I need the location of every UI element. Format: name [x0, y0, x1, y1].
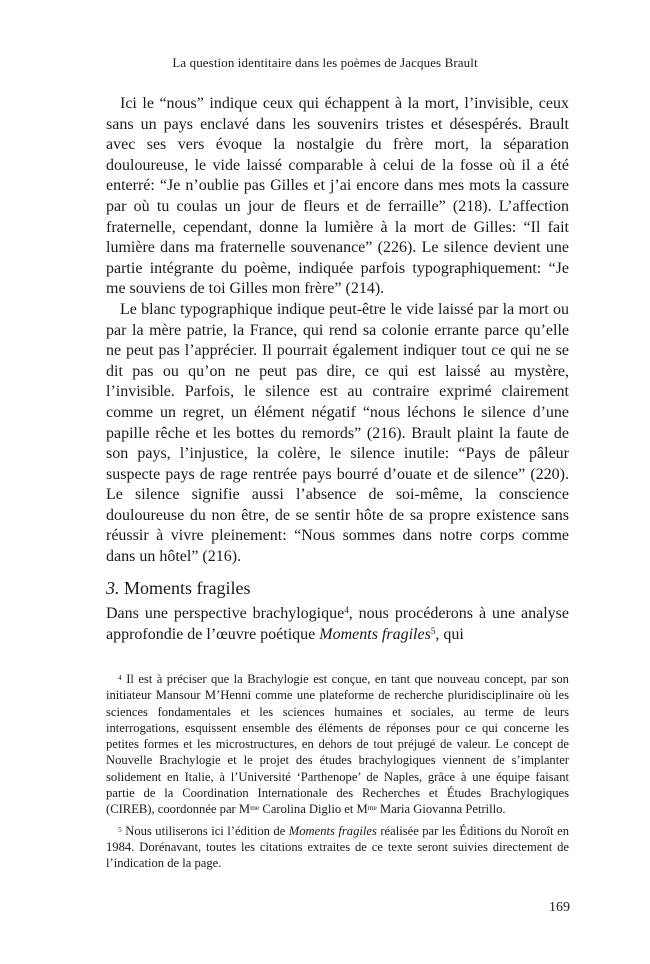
work-title: Moments fragiles	[288, 823, 377, 838]
section-text	[106, 604, 569, 645]
paragraph	[106, 604, 569, 645]
footnote-number: 5	[118, 824, 122, 834]
footnote-ref-5: 5	[430, 625, 436, 636]
footnote-text: réalisée par les Éditions du Noroît en 1984. Dorénavant, toutes les citations extraites de ce texte seront suivies directement de l’indication de la page.	[106, 823, 569, 871]
body-text	[106, 94, 569, 568]
work-title: Moments fragiles	[319, 625, 431, 643]
section-number: 3.	[106, 578, 120, 598]
footnote-text: Carolina Diglio et M	[259, 802, 368, 817]
text-run: , nous procéderons à une analyse approfondie de l’œuvre poétique	[106, 605, 570, 643]
footnotes	[106, 671, 569, 877]
footnote-text: Nous utiliserons ici l’édition de	[125, 823, 289, 838]
footnote-5	[106, 823, 569, 872]
text-run: Dans une perspective brachylogique	[106, 605, 345, 622]
honorific: me	[250, 803, 260, 813]
footnote-4	[106, 671, 569, 818]
paragraph: Ici le “nous” indique ceux qui échappent à la mort, l’invisible, ceux sans un pays enclavé dans les souvenirs tristes et désespérés. Brault avec ses vers évoque la nostalgie du frère mort, la séparation douloureuse, le vide laissé comparable à celui de la fosse où il a été enterré: “Je n’oublie pas Gilles et j’ai encore dans mes mots la cassure par où tu coulas un jour de fleurs et de ferraille” (218). L’affection fraternelle, cependant, donne la lumière à la mort de Gilles: “Il fait lumière dans ma fraternelle souvenance” (226). Le silence devient une partie intégrante du poème, indiquée parfois typographiquement: “Je me souviens de toi Gilles mon frère” (214).	[106, 95, 569, 298]
footnote-text: Maria Giovanna Petrillo.	[376, 802, 506, 817]
paragraph: Le blanc typographique indique peut-être le vide laissé par la mort ou par la mère patrie, la France, qui rend sa colonie errante parce qu’elle ne peut pas l’apprécier. Il pourrait également indiquer tout ce qui ne se dit pas ou qu’on ne peut pas dire, ce qui est laissé au mystère, l’invisible. Parfois, le silence est au contraire exprimé clairement comme un regret, un élément négatif “nous léchons le silence d’une papille rêche et les bottes du remords” (216). Brault plaint la faute de son pays, l’injustice, la colère, le silence inutile: “Pays de pâleur suspecte pays de rage rentrée pays bourré d’ouate et de silence” (220). Le silence signifie aussi l’absence de soi-même, la conscience douloureuse du non être, de se sentir hôte de sa propre existence sans réussir à vivre pleinement: “Nous sommes dans notre corps comme dans un hôtel” (216).	[106, 300, 569, 566]
footnote-text: Il est à préciser que la Brachylogie est conçue, en tant que nouveau concept, par son initiateur Mansour M’Henni comme une plateforme de recherche pluridisciplinaire où les sciences fondamentales et les sciences humaines et sociales, au terme de leurs interrogations, esquissent ensemble des éléments de réponses pour ce qui concerne les petites formes et les microstructures, en dehors de tout préjugé de valeur. Le concept de Nouvelle Brachylogie et le projet des études brachylogiques viennent de s’implanter solidement en Italie, à l’Université ‘Parthenope’ de Naples, grâce à une équipe faisant partie de la Coordination Internationale des Recherches et Études Brachylogiques (CIREB), coordonnée par M	[106, 672, 569, 817]
section-title: Moments fragiles	[124, 578, 251, 598]
honorific: me	[367, 803, 377, 813]
running-title: La question identitaire dans les poèmes de Jacques Brault	[172, 55, 478, 70]
text-run: , qui	[435, 625, 464, 643]
footnote-ref-4: 4	[344, 605, 349, 615]
footnote-number: 4	[118, 673, 122, 682]
page-number: 169	[549, 900, 570, 915]
section-heading	[106, 578, 569, 599]
